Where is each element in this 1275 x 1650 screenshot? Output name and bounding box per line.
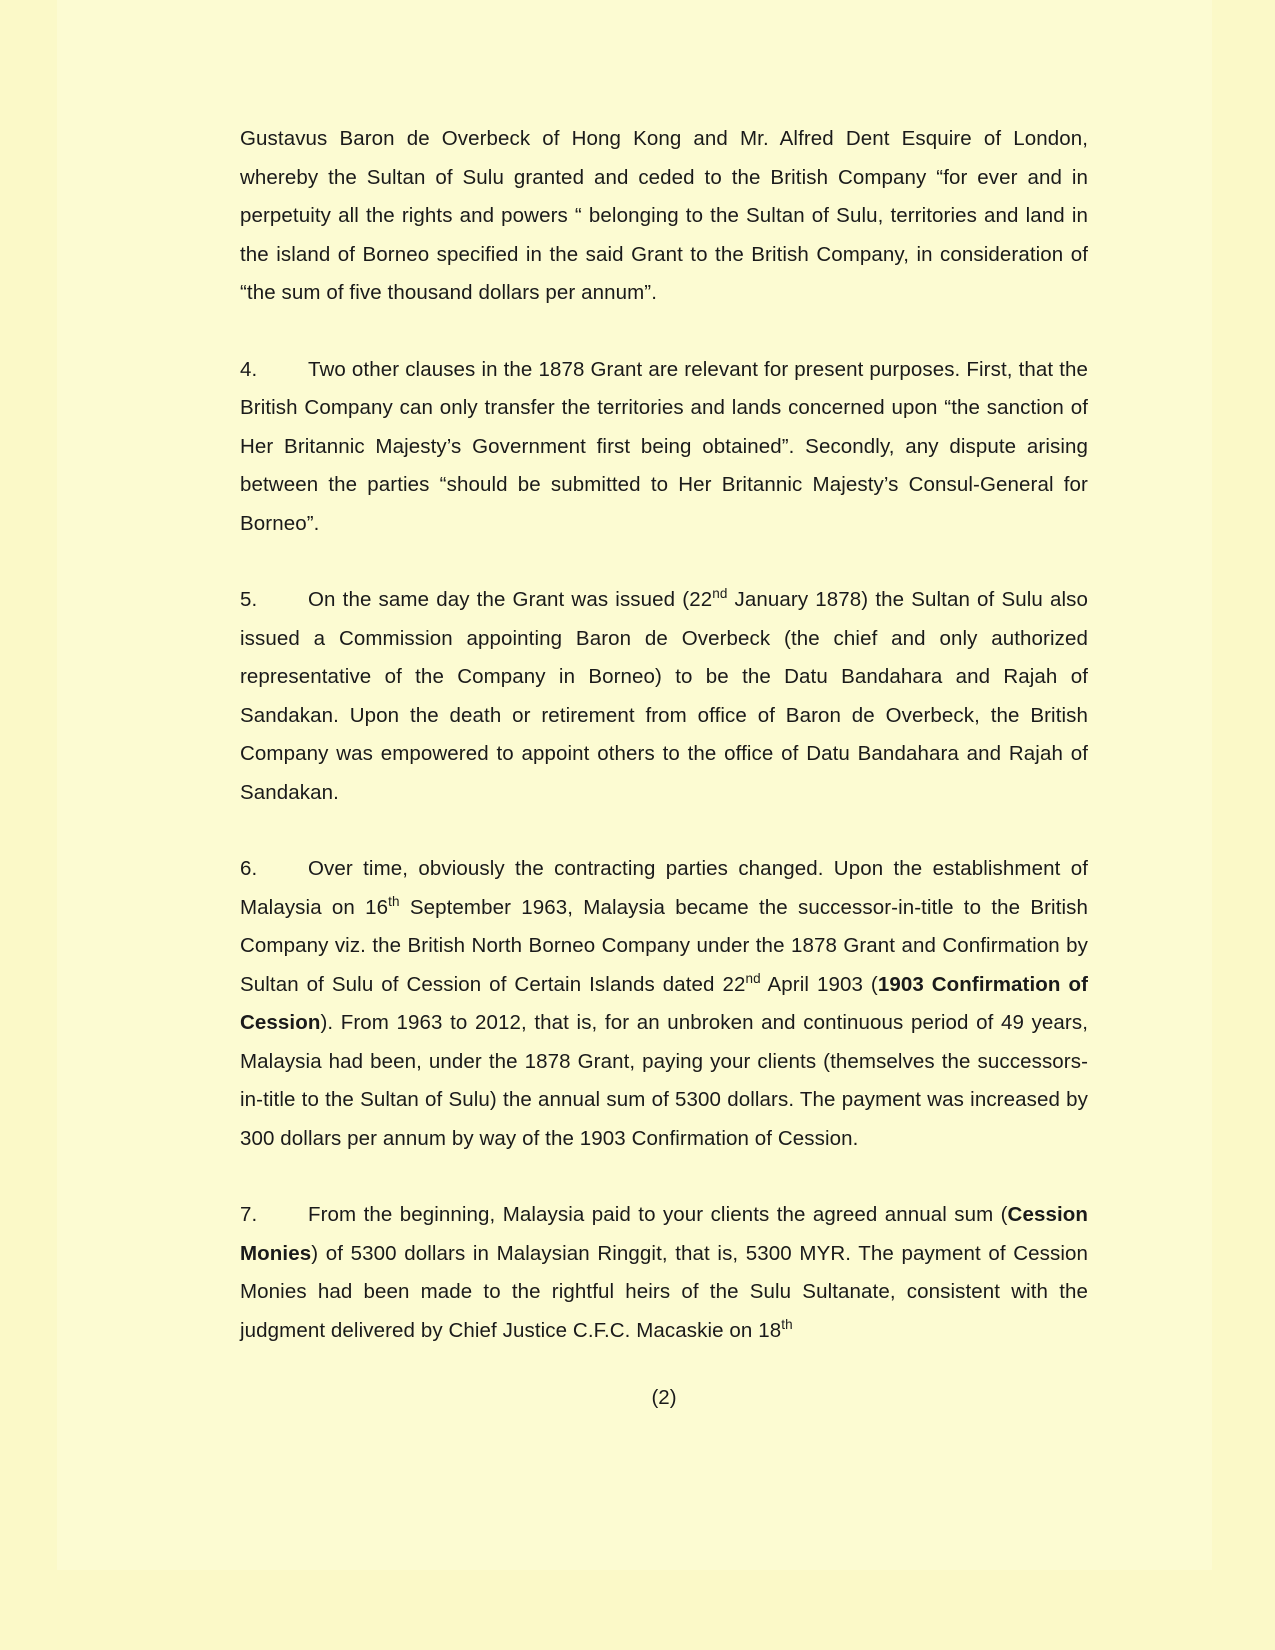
ordinal-suffix: th (388, 893, 400, 909)
ordinal-suffix: th (781, 1316, 793, 1332)
paragraph-number: 5. (240, 588, 258, 611)
paragraph-number: 7. (240, 1203, 258, 1226)
page-sheet (57, 0, 1212, 1570)
para-4 (240, 351, 1088, 544)
para-6 (240, 850, 1088, 1158)
paragraph-text: ). From 1963 to 2012, that is, for an unbroken and continuous period of 49 years, Malaysia had been, under the 1878 Grant, paying your clients (themselves the successors-in-title to the Sultan of Sulu) the annual sum of 5300 dollars. The payment was increased by 300 dollars per annum by way of the 1903 Confirmation of Cession. (240, 1011, 1088, 1150)
paragraph-text: January 1878) the Sultan of Sulu also issued a Commission appointing Baron de Overbeck (the chief and only authorized representative of the Company in Borneo) to be the Datu Bandahara and Rajah of Sandakan. Upon the death or retirement from office of Baron de Overbeck, the British Company was empowered to appoint others to the office of Datu Bandahara and Rajah of Sandakan. (240, 588, 1089, 804)
ordinal-suffix: nd (745, 970, 761, 986)
paragraph-text: Over time, obviously the contracting parties changed. Upon the establishment of Malaysia on 16 (240, 857, 1088, 919)
paragraph-number: 4. (240, 357, 258, 381)
paragraph-text: April 1903 ( (760, 972, 878, 996)
defined-term: Cession Monies (240, 1203, 1088, 1265)
paragraph-text: September 1963, Malaysia became the successor-in-title to the British Company viz. the British North Borneo Company under the 1878 Grant and Confirmation by Sultan of Sulu of Cession of Certain Islands dated 22 (240, 895, 1088, 996)
paragraph-text: From the beginning, Malaysia paid to your clients the agreed annual sum ( (308, 1203, 1008, 1226)
paragraph-text: Gustavus Baron de Overbeck of Hong Kong and Mr. Alfred Dent Esquire of London, whereby the Sultan of Sulu granted and ceded to the British Company “for ever and in perpetuity all the rights and powers “ belonging to the Sultan of Sulu, territories and land in the island of Borneo specified in the said Grant to the British Company, in consideration of “the sum of five thousand dollars per annum”. (240, 127, 1088, 304)
paragraph-text: Two other clauses in the 1878 Grant are relevant for present purposes. First, that the British Company can only transfer the territories and lands concerned upon “the sanction of Her Britannic Majesty’s Government first being obtained”. Secondly, any dispute arising between the parties “should be submitted to Her Britannic Majesty’s Consul-General for Borneo”. (240, 357, 1088, 535)
defined-term: 1903 Confirmation of Cession (240, 972, 1088, 1034)
para-continuation (240, 120, 1088, 313)
para-7 (240, 1196, 1088, 1350)
ordinal-suffix: nd (712, 586, 728, 602)
paragraph-number: 6. (240, 857, 258, 880)
paragraph-text: ) of 5300 dollars in Malaysian Ringgit, that is, 5300 MYR. The payment of Cession Monies had been made to the rightful heirs of the Sulu Sultanate, consistent with the judgment delivered by Chief Justice C.F.C. Macaskie on 18 (240, 1241, 1088, 1342)
document-body (240, 120, 1088, 1350)
para-5 (240, 581, 1088, 812)
page-number: (2) (651, 1386, 677, 1409)
paragraph-text: On the same day the Grant was issued (22 (308, 588, 713, 611)
